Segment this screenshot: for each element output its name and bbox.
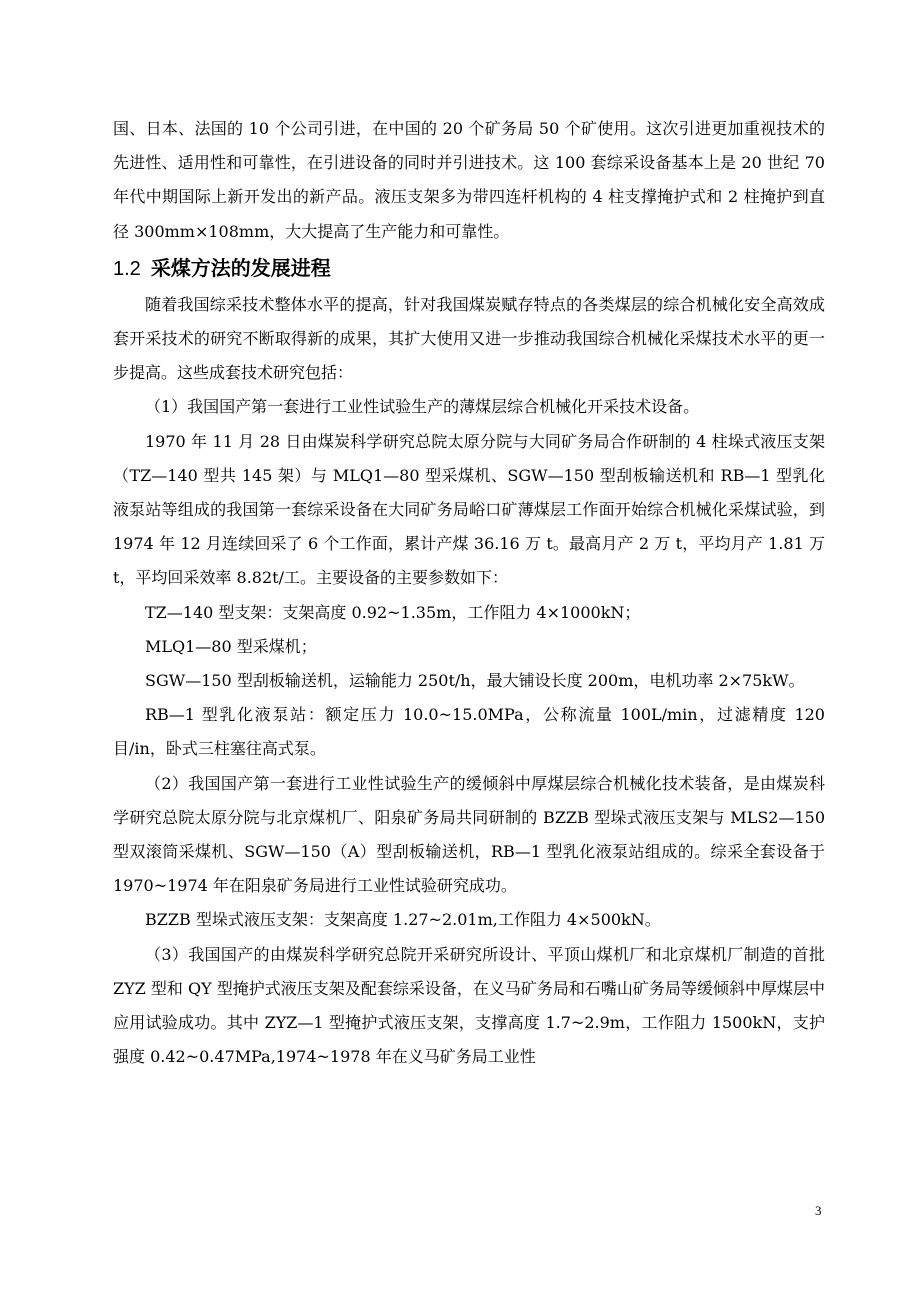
paragraph-intro: 国、日本、法国的 10 个公司引进，在中国的 20 个矿务局 50 个矿使用。这次引进更加重视技术的先进性、适用性和可靠性，在引进设备的同时并引进技术。这 100 套综采设备基本上是 20 世纪 70 年代中期国际上新开发出的新产品。液压支架多为带四连杆机构的 4 柱支撑掩护式和 2 柱掩护到直径 300mm×108mm，大大提高了生产能力和可靠性。 xyxy=(113,119,825,241)
paragraph: （3）我国国产的由煤炭科学研究总院开采研究所设计、平顶山煤机厂和北京煤机厂制造的首批 ZYZ 型和 QY 型掩护式液压支架及配套综采设备，在义马矿务局和石嘴山矿务局等缓倾斜中厚煤层中应用试验成功。其中 ZYZ—1 型掩护式液压支架，支撑高度 1.7~2.9m，工作阻力 1500kN，支护强度 0.42~0.47MPa,1974~1978 年在义马矿务局工业性 xyxy=(113,944,825,1067)
paragraph: SGW—150 型刮板输送机，运输能力 250t/h，最大铺设长度 200m，电机功率 2×75kW。 xyxy=(145,671,805,691)
section-title: 采煤方法的发展进程 xyxy=(150,255,331,280)
paragraph: （2）我国国产第一套进行工业性试验生产的缓倾斜中厚煤层综合机械化技术装备，是由煤炭科学研究总院太原分院与北京煤机厂、阳泉矿务局共同研制的 BZZB 型垛式液压支架与 MLS2—150 型双滚筒采煤机、SGW—150（A）型刮板输送机，RB—1 型乳化液泵站组成的。综采全套设备于 1970~1974 年在阳泉矿务局进行工业性试验研究成功。 xyxy=(113,773,825,896)
section-heading xyxy=(113,249,825,288)
page-number: 3 xyxy=(815,1203,822,1218)
body-text xyxy=(113,112,825,1074)
paragraph: 随着我国综采技术整体水平的提高，针对我国煤炭赋存特点的各类煤层的综合机械化安全高效成套开采技术的研究不断取得新的成果，其扩大使用又进一步推动我国综合机械化采煤技术水平的更一步提高。这些成套技术研究包括： xyxy=(113,294,825,383)
paragraph: （1）我国国产第一套进行工业性试验生产的薄煤层综合机械化开采技术设备。 xyxy=(145,397,700,417)
paragraph: BZZB 型垛式液压支架：支架高度 1.27~2.01m,工作阻力 4×500kN。 xyxy=(145,910,661,930)
paragraph: MLQ1—80 型采煤机； xyxy=(145,636,317,656)
paragraph: 1970 年 11 月 28 日由煤炭科学研究总院太原分院与大同矿务局合作研制的 4 柱垛式液压支架（TZ—140 型共 145 架）与 MLQ1—80 型采煤机、SGW—150 型刮板输送机和 RB—1 型乳化液泵站等组成的我国第一套综采设备在大同矿务局峪口矿薄煤层工作面开始综合机械化采煤试验，到 1974 年 12 月连续回采了 6 个工作面，累计产煤 36.16 万 t。最高月产 2 万 t，平均月产 1.81 万 t，平均回采效率 8.82t/工。主要设备的主要参数如下： xyxy=(113,431,825,588)
paragraph: TZ—140 型支架：支架高度 0.92~1.35m，工作阻力 4×1000kN； xyxy=(145,602,641,622)
section-number: 1.2 xyxy=(113,257,141,280)
paragraph: RB—1 型乳化液泵站：额定压力 10.0~15.0MPa，公称流量 100L/min，过滤精度 120 目/in，卧式三柱塞往高式泵。 xyxy=(113,705,825,759)
